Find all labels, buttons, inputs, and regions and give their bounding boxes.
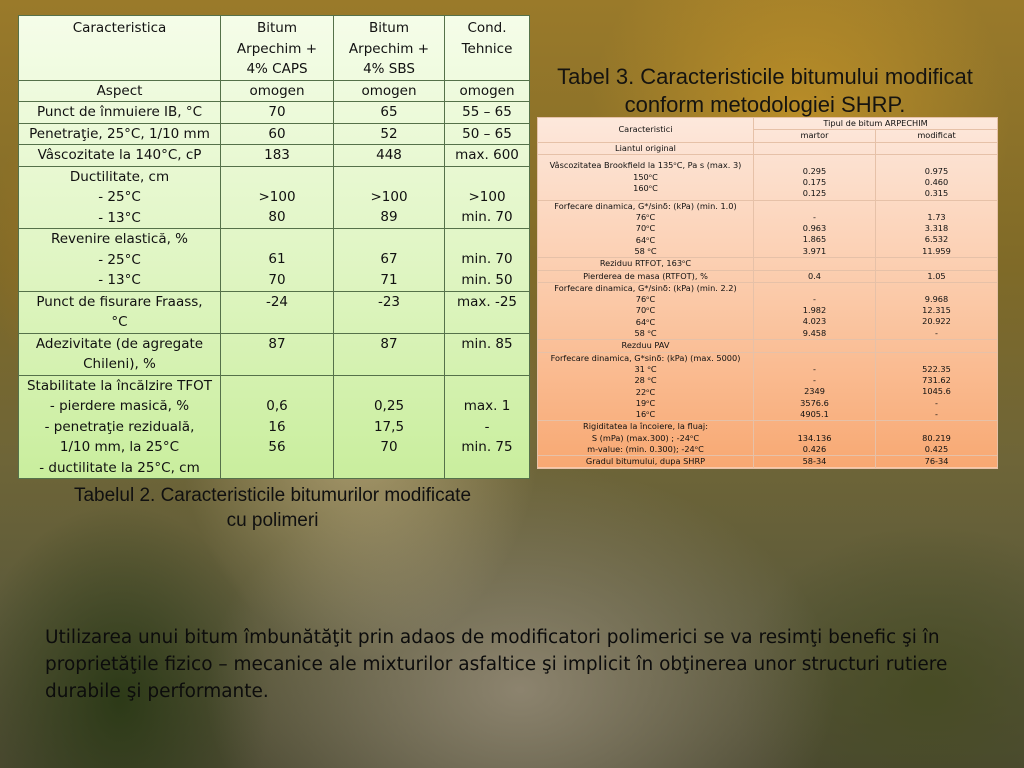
header-cell: Bitum Arpechim + 4% SBS xyxy=(334,16,445,81)
header-cell: Cond. Tehnice xyxy=(445,16,530,81)
table-cell: omogen xyxy=(445,80,530,102)
table-cell: 55 – 65 xyxy=(445,102,530,124)
table-cell: min. 70 min. 50 xyxy=(445,229,530,292)
table-cell: Vâscozitate la 140°C, cP xyxy=(19,145,221,167)
table-cell: 70 xyxy=(221,102,334,124)
table-cell: 65 xyxy=(334,102,445,124)
table-cell: 80.219 0.425 xyxy=(876,421,998,456)
table-cell: 522.35 731.62 1045.6 - - xyxy=(876,352,998,421)
table-cell: Punct de înmuiere IB, °C xyxy=(19,102,221,124)
table-cell: max. 600 xyxy=(445,145,530,167)
table-cell: - 1.982 4.023 9.458 xyxy=(754,282,876,339)
table-cell: Forfecare dinamica, G*/sinδ: (kPa) (min. 2.2) 76ᵒC 70ᵒC 64ᵒC 58 ᵒC xyxy=(538,282,754,339)
table-cell: Rezduu PAV xyxy=(538,340,754,352)
table-cell: 67 71 xyxy=(334,229,445,292)
table-cell xyxy=(754,142,876,154)
table-cell: -23 xyxy=(334,291,445,333)
table-cell: >100 89 xyxy=(334,166,445,229)
table-cell: >100 80 xyxy=(221,166,334,229)
table-row xyxy=(538,340,998,352)
table-row xyxy=(19,145,530,167)
table-cell: - 0.963 1.865 3.971 xyxy=(754,200,876,257)
table-cell: 0,25 17,5 70 xyxy=(334,375,445,479)
table-cell: omogen xyxy=(334,80,445,102)
table-row xyxy=(538,456,998,468)
conclusion-paragraph: Utilizarea unui bitum îmbunătăţit prin adaos de modificatori polimerici se va resimţi benefic şi în proprietăţile fizico – mecanice ale mixturilor asfaltice şi implicit în obţinerea unor structuri rutiere durabile şi performante. xyxy=(45,627,948,702)
header-cell: Tipul de bitum ARPECHIM xyxy=(754,118,998,130)
table-cell xyxy=(876,142,998,154)
table-row xyxy=(538,421,998,456)
table-cell xyxy=(754,258,876,270)
table-cell: 1.73 3.318 6.532 11.959 xyxy=(876,200,998,257)
table-cell: Forfecare dinamica, G*/sinδ: (kPa) (min. 1.0) 76ᵒC 70ᵒC 64ᵒC 58 ᵒC xyxy=(538,200,754,257)
table-cell: 448 xyxy=(334,145,445,167)
table-cell: 0.295 0.175 0.125 xyxy=(754,154,876,200)
table-header-row xyxy=(538,118,998,130)
header-cell: martor xyxy=(754,130,876,142)
header-cell: modificat xyxy=(876,130,998,142)
bitumen-polymer-table xyxy=(18,15,530,479)
table-header-row xyxy=(19,16,530,81)
header-cell: Bitum Arpechim + 4% CAPS xyxy=(221,16,334,81)
table-cell: 183 xyxy=(221,145,334,167)
table-cell: 0.4 xyxy=(754,270,876,282)
table-cell: 1.05 xyxy=(876,270,998,282)
header-cell: Caracteristici xyxy=(538,118,754,143)
table-cell: 61 70 xyxy=(221,229,334,292)
table-cell: Rigiditatea la încoiere, la fluaj: S (mPa) (max.300) ; -24ᵒC m-value: (min. 0.300); -24ᵒC xyxy=(538,421,754,456)
table-cell: -24 xyxy=(221,291,334,333)
header-cell: Caracteristica xyxy=(19,16,221,81)
table-cell: Punct de fisurare Fraass, °C xyxy=(19,291,221,333)
table-cell: Penetraţie, 25°C, 1/10 mm xyxy=(19,123,221,145)
table-cell: Pierderea de masa (RTFOT), % xyxy=(538,270,754,282)
table-row xyxy=(19,333,530,375)
table-row xyxy=(19,123,530,145)
table-row xyxy=(19,102,530,124)
table-cell: 87 xyxy=(221,333,334,375)
table-cell xyxy=(876,340,998,352)
table-cell: 0.975 0.460 0.315 xyxy=(876,154,998,200)
table-row xyxy=(538,200,998,257)
table-cell: 87 xyxy=(334,333,445,375)
table-row xyxy=(538,282,998,339)
table-cell xyxy=(754,340,876,352)
table-cell: Vâscozitatea Brookfield la 135ᵒC, Pa s (max. 3) 150ᵒC 160ᵒC xyxy=(538,154,754,200)
table2-caption: Tabelul 2. Caracteristicile bitumurilor modificate cu polimeri xyxy=(73,485,472,531)
table-row xyxy=(538,352,998,421)
table-row xyxy=(19,166,530,229)
table-cell xyxy=(876,258,998,270)
table-row xyxy=(19,229,530,292)
table-cell: max. -25 xyxy=(445,291,530,333)
table-row xyxy=(19,80,530,102)
table-cell: Adezivitate (de agregate Chileni), % xyxy=(19,333,221,375)
table-cell: 0,6 16 56 xyxy=(221,375,334,479)
table-row xyxy=(538,270,998,282)
table-row xyxy=(538,258,998,270)
table-cell: Stabilitate la încălzire TFOT - pierdere masică, % - penetraţie reziduală, 1/10 mm, la 25°C - ductilitate la 25°C, cm xyxy=(19,375,221,479)
table-row xyxy=(538,142,998,154)
table-row xyxy=(19,375,530,479)
table-row xyxy=(19,291,530,333)
table-row xyxy=(538,154,998,200)
table-cell: Forfecare dinamica, G*sinδ: (kPa) (max. 5000) 31 ᵒC 28 ᵒC 22ᵒC 19ᵒC 16ᵒC xyxy=(538,352,754,421)
table-cell: 60 xyxy=(221,123,334,145)
table-cell: max. 1 - min. 75 xyxy=(445,375,530,479)
table3-caption: Tabel 3. Caracteristicile bitumului modificat conform metodologiei SHRP. xyxy=(557,64,973,117)
table-cell: 58-34 xyxy=(754,456,876,468)
table-cell: min. 85 xyxy=(445,333,530,375)
table-cell: - - 2349 3576.6 4905.1 xyxy=(754,352,876,421)
table-cell: 9.968 12.315 20.922 - xyxy=(876,282,998,339)
table-cell: Liantul original xyxy=(538,142,754,154)
table-cell: 76-34 xyxy=(876,456,998,468)
table-cell: 134.136 0.426 xyxy=(754,421,876,456)
table-cell: 50 – 65 xyxy=(445,123,530,145)
table-cell: >100 min. 70 xyxy=(445,166,530,229)
shrp-characteristics-table xyxy=(537,117,998,469)
table-cell: Reziduu RTFOT, 163ᵒC xyxy=(538,258,754,270)
table-cell: Gradul bitumului, dupa SHRP xyxy=(538,456,754,468)
table-cell: Revenire elastică, % - 25°C - 13°C xyxy=(19,229,221,292)
table-cell: 52 xyxy=(334,123,445,145)
table-cell: omogen xyxy=(221,80,334,102)
table-cell: Aspect xyxy=(19,80,221,102)
table-cell: Ductilitate, cm - 25°C - 13°C xyxy=(19,166,221,229)
